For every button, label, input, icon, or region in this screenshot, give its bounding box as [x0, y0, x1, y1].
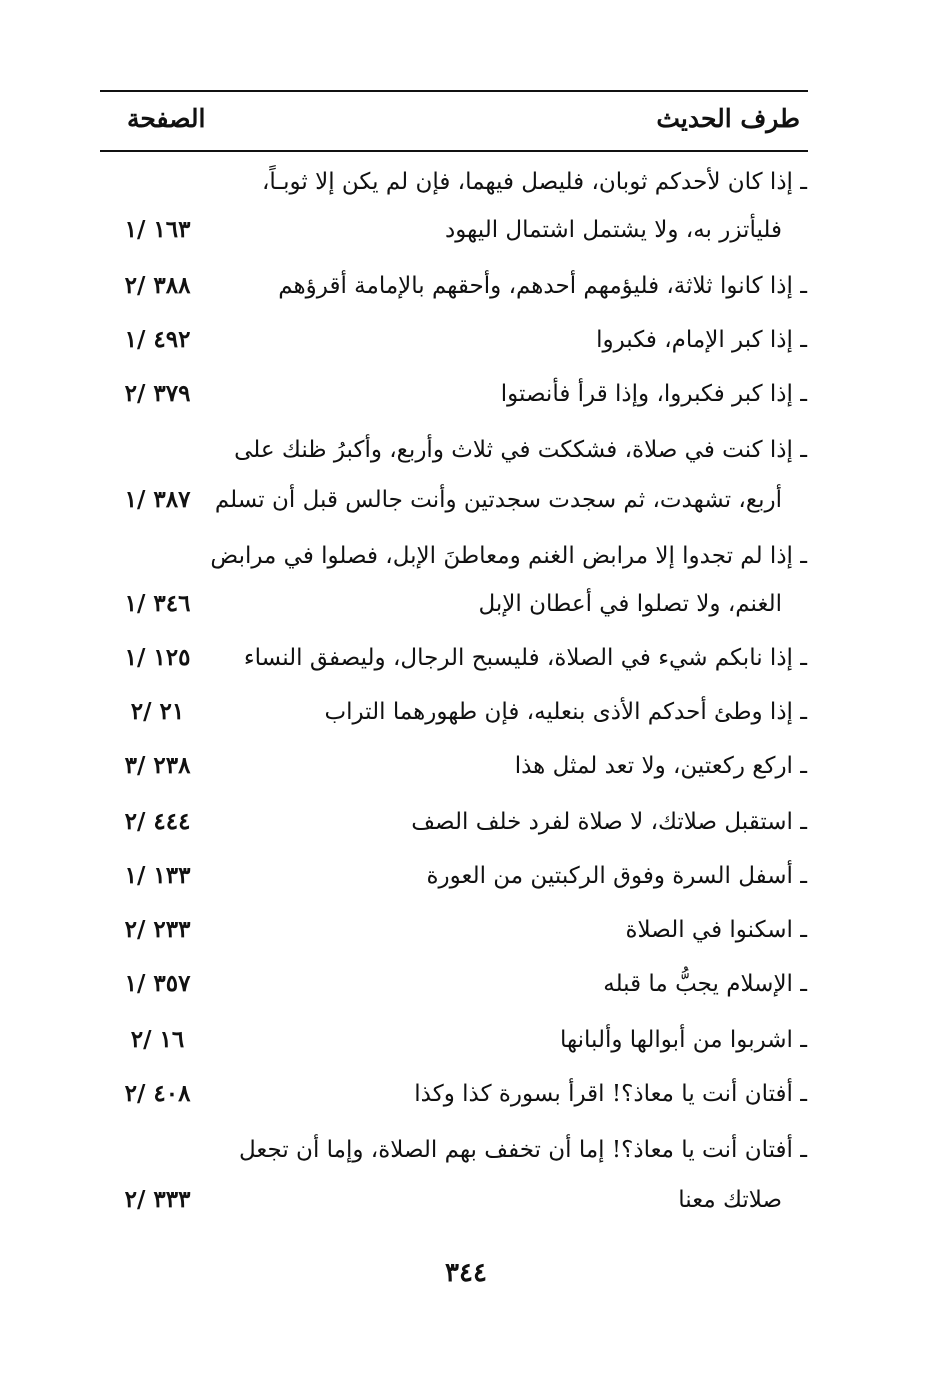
page-reference: ١٦ /٢ — [130, 1026, 185, 1053]
page-reference: ١٢٥ /١ — [124, 644, 191, 671]
page-reference: ٢٣٣ /٢ — [124, 916, 191, 943]
hadith-text: ـ الإسلام يجبُّ ما قبله — [603, 971, 807, 997]
page-reference: ٣٨٨ /٢ — [124, 272, 191, 299]
page-reference: ٢٣٨ /٣ — [124, 752, 191, 779]
page-reference: ٣٣٣ /٢ — [124, 1186, 191, 1213]
page-reference: ١٣٣ /١ — [124, 862, 191, 889]
page-reference: ٣٥٧ /١ — [124, 970, 191, 997]
hadith-text: ـ اسكنوا في الصلاة — [625, 917, 807, 943]
hadith-text: ـ استقبل صلاتك، لا صلاة لفرد خلف الصف — [411, 809, 807, 835]
hadith-text: ـ إذا نابكم شيء في الصلاة، فليسبح الرجال، وليصفق النساء — [243, 645, 807, 671]
page-reference: ٤٩٢ /١ — [124, 326, 191, 353]
hadith-text: ـ اشربوا من أبوالها وألبانها — [560, 1027, 807, 1053]
hadith-text-continuation: فليأتزر به، ولا يشتمل اشتمال اليهود — [445, 217, 782, 243]
column-header-topic: طرف الحديث — [656, 104, 800, 133]
header-rule — [100, 150, 808, 152]
page-number: ٣٤٤ — [445, 1258, 487, 1288]
hadith-text: ـ أسفل السرة وفوق الركبتين من العورة — [426, 863, 807, 889]
hadith-text: ـ أفتان أنت يا معاذ؟! إما أن تخفف بهم الصلاة، وإما أن تجعل — [238, 1137, 807, 1163]
hadith-text: ـ إذا كبر الإمام، فكبروا — [596, 327, 807, 353]
hadith-text: ـ إذا كان لأحدكم ثوبان، فليصل فيهما، فإن لم يكن إلا ثوبـاً، — [261, 169, 807, 195]
hadith-text-continuation: الغنم، ولا تصلوا في أعطان الإبل — [478, 591, 782, 617]
hadith-text-continuation: صلاتك معنا — [678, 1187, 782, 1213]
page-reference: ٢١ /٢ — [130, 698, 185, 725]
hadith-text-continuation: أربع، تشهدت، ثم سجدت سجدتين وأنت جالس قبل أن تسلم — [214, 487, 782, 513]
hadith-text: ـ أفتان أنت يا معاذ؟! اقرأ بسورة كذا وكذا — [414, 1081, 807, 1107]
page-reference: ٣٧٩ /٢ — [124, 380, 191, 407]
page-reference: ٣٨٧ /١ — [124, 486, 191, 513]
page-reference: ١٦٣ /١ — [124, 216, 191, 243]
top-rule — [100, 90, 808, 92]
hadith-text: ـ إذا كنت في صلاة، فشككت في ثلاث وأربع، وأكبرُ ظنك على — [234, 437, 807, 463]
page-reference: ٤٠٨ /٢ — [124, 1080, 191, 1107]
hadith-text: ـ إذا كانوا ثلاثة، فليؤمهم أحدهم، وأحقهم بالإمامة أقرؤهم — [278, 273, 807, 299]
column-header-page: الصفحة — [127, 104, 206, 133]
hadith-text: ـ إذا لم تجدوا إلا مرابض الغنم ومعاطنَ الإبل، فصلوا في مرابض — [210, 543, 807, 569]
page-reference: ٣٤٦ /١ — [124, 590, 191, 617]
hadith-text: ـ اركع ركعتين، ولا تعد لمثل هذا — [514, 753, 807, 779]
page-reference: ٤٤٤ /٢ — [124, 808, 191, 835]
hadith-text: ـ إذا وطئ أحدكم الأذى بنعليه، فإن طهورهما التراب — [324, 699, 807, 725]
hadith-text: ـ إذا كبر فكبروا، وإذا قرأ فأنصتوا — [500, 381, 807, 407]
